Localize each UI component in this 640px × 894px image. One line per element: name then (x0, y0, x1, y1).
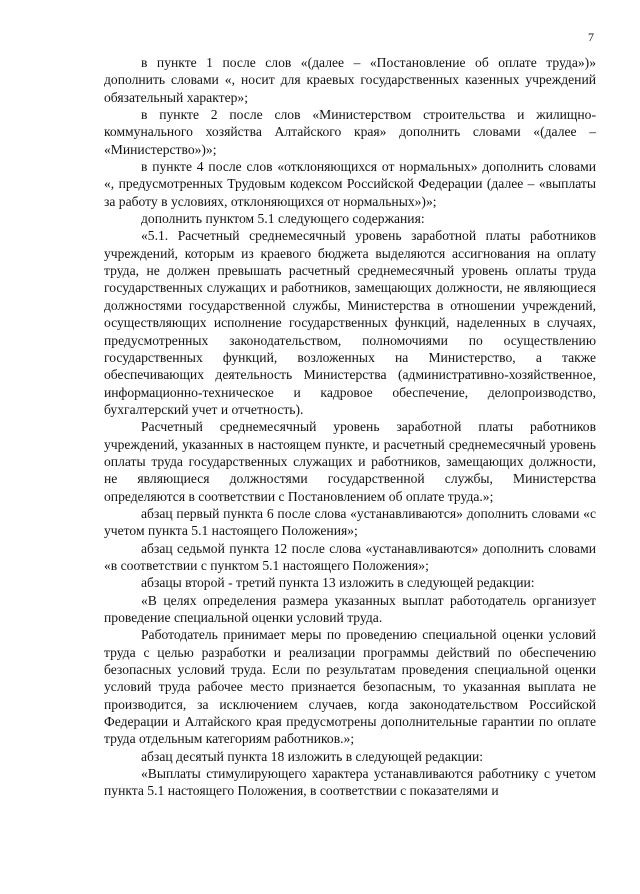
paragraph: Расчетный среднемесячный уровень заработной платы работников учреждений, указанных в настоящем пункте, и расчетный среднемесячный уровень оплаты труда государственных служащих и работников, замещающих должности, не являющиеся должностями государственной службы, Министерства определяются в соответствии с Постановлением об оплате труда.»; (104, 419, 596, 504)
page-number: 7 (588, 30, 594, 44)
paragraph: в пункте 1 после слов «(далее – «Постановление об оплате труда»)» дополнить словами «, носит для краевых государственных казенных учреждений обязательный характер»; (104, 55, 596, 105)
paragraph: в пункте 4 после слов «отклоняющихся от нормальных» дополнить словами «, предусмотренных Трудовым кодексом Российской Федерации (далее – «выплаты за работу в условиях, отклоняющихся от нормальных»)»; (104, 159, 596, 209)
paragraph: абзац десятый пункта 18 изложить в следующей редакции: (141, 748, 484, 764)
document-body (104, 54, 596, 800)
paragraph: абзац первый пункта 6 после слова «устанавливаются» дополнить словами «с учетом пункта 5.1 настоящего Положения»; (104, 505, 596, 539)
paragraph: «В целях определения размера указанных выплат работодатель организует проведение специальной оценки условий труда. (104, 592, 596, 625)
paragraph: Работодатель принимает меры по проведению специальной оценки условий труда с целью разработки и реализации программы действий по обеспечению безопасных условий труда. Если по результатам проведения специальной оценки условий труда рабочее место признается безопасным, то указанная выплата не производится, за исключением случаев, когда законодательством Российской Федерации и Алтайского края предусмотрены дополнительные гарантии по оплате труда отдельным категориям работников.»; (104, 627, 596, 747)
paragraph: «Выплаты стимулирующего характера устанавливаются работнику с учетом пункта 5.1 настоящего Положения, в соответствии с показателями и (104, 766, 596, 799)
paragraph: в пункте 2 после слов «Министерством строительства и жилищно-коммунального хозяйства Алтайского края» дополнить словами «(далее – «Министерство»)»; (104, 107, 596, 157)
paragraph: абзац седьмой пункта 12 после слова «устанавливаются» дополнить словами «в соответствии с пунктом 5.1 настоящего Положения»; (104, 540, 596, 573)
paragraph: дополнить пунктом 5.1 следующего содержания: (141, 211, 425, 227)
paragraph: абзацы второй - третий пункта 13 изложить в следующей редакции: (141, 575, 535, 591)
paragraph: «5.1. Расчетный среднемесячный уровень заработной платы работников учреждений, которым из краевого бюджета выделяются ассигнования на оплату труда, не должен превышать расчетный среднемесячный уровень оплаты труда государственных служащих и работников, замещающих должности, не являющиеся должностями государственной службы, Министерства в отношении учреждений, осуществляющих исполнение государственных функций, наделенных в случаях, предусмотренных законодательством, полномочиями по осуществлению государственных функций, возложенных на Министерство, а также обеспечивающих деятельность Министерства (административно-хозяйственное, информационно-техническое и кадровое обеспечение, делопроизводство, бухгалтерский учет и отчетность). (104, 228, 596, 417)
